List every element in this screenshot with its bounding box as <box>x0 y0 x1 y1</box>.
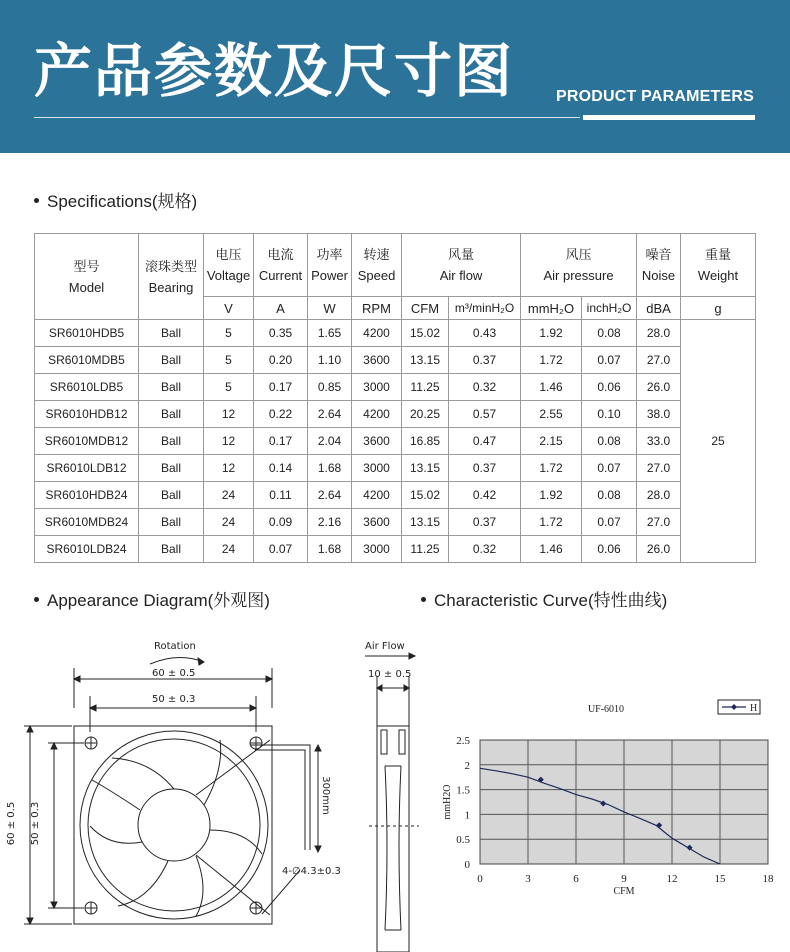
dim-wire-length: 300mm <box>319 776 331 815</box>
cell-speed: 3600 <box>352 347 402 374</box>
bullet-icon <box>421 597 426 602</box>
cell-noise: 33.0 <box>637 428 681 455</box>
cell-noise: 28.0 <box>637 320 681 347</box>
bullet-icon <box>34 198 39 203</box>
y-tick-label: 1.5 <box>456 784 470 797</box>
cell-inchh2o: 0.08 <box>582 428 637 455</box>
cell-power: 2.64 <box>308 482 352 509</box>
cell-current: 0.09 <box>254 509 308 536</box>
cell-bearing: Ball <box>139 482 204 509</box>
cell-model: SR6010LDB5 <box>35 374 139 401</box>
dim-outer-height: 60 ± 0.5 <box>6 801 18 846</box>
cell-inchh2o: 0.06 <box>582 374 637 401</box>
cell-mmh2o: 1.72 <box>521 455 582 482</box>
header-current: 电流 Current <box>254 234 308 297</box>
cell-cfm: 15.02 <box>402 482 449 509</box>
cell-noise: 26.0 <box>637 536 681 563</box>
cell-inchh2o: 0.07 <box>582 509 637 536</box>
cell-model: SR6010HDB5 <box>35 320 139 347</box>
unit-m3: m³/minH₂O <box>449 297 521 320</box>
cell-m3: 0.32 <box>449 374 521 401</box>
cell-power: 1.10 <box>308 347 352 374</box>
unit-weight: g <box>681 297 756 320</box>
header-weight: 重量 Weight <box>681 234 756 297</box>
appearance-heading <box>34 586 270 611</box>
cell-speed: 3600 <box>352 509 402 536</box>
cell-power: 1.68 <box>308 455 352 482</box>
cell-inchh2o: 0.08 <box>582 320 637 347</box>
header-speed: 转速 Speed <box>352 234 402 297</box>
x-tick-label: 6 <box>573 873 579 885</box>
cell-model: SR6010MDB5 <box>35 347 139 374</box>
cell-weight: 25 <box>681 320 756 563</box>
cell-bearing: Ball <box>139 455 204 482</box>
cell-model: SR6010MDB12 <box>35 428 139 455</box>
cell-m3: 0.37 <box>449 509 521 536</box>
cell-current: 0.35 <box>254 320 308 347</box>
cell-voltage: 12 <box>204 401 254 428</box>
x-tick-label: 12 <box>666 873 678 885</box>
cell-speed: 4200 <box>352 401 402 428</box>
cell-m3: 0.47 <box>449 428 521 455</box>
cell-current: 0.22 <box>254 401 308 428</box>
y-axis-label: mmH2O <box>442 784 453 820</box>
unit-inchh2o: inchH₂O <box>582 297 637 320</box>
header-voltage: 电压 Voltage <box>204 234 254 297</box>
cell-mmh2o: 1.46 <box>521 374 582 401</box>
dim-outer-width: 60 ± 0.5 <box>152 668 196 679</box>
bullet-icon <box>34 597 39 602</box>
cell-model: SR6010HDB12 <box>35 401 139 428</box>
cell-power: 1.65 <box>308 320 352 347</box>
cell-bearing: Ball <box>139 320 204 347</box>
specifications-heading <box>34 187 197 212</box>
cell-m3: 0.57 <box>449 401 521 428</box>
cell-voltage: 24 <box>204 536 254 563</box>
cell-m3: 0.42 <box>449 482 521 509</box>
cell-noise: 28.0 <box>637 482 681 509</box>
x-tick-label: 9 <box>621 873 627 885</box>
cell-speed: 3000 <box>352 536 402 563</box>
unit-voltage: V <box>204 297 254 320</box>
cell-power: 2.16 <box>308 509 352 536</box>
cell-mmh2o: 1.46 <box>521 536 582 563</box>
cell-voltage: 24 <box>204 509 254 536</box>
cell-cfm: 13.15 <box>402 455 449 482</box>
y-tick-label: 1 <box>464 809 470 822</box>
x-tick-label: 0 <box>477 873 483 885</box>
dim-inner-width: 50 ± 0.3 <box>152 694 196 705</box>
dim-inner-height: 50 ± 0.3 <box>30 801 42 846</box>
cell-voltage: 5 <box>204 320 254 347</box>
cell-m3: 0.37 <box>449 455 521 482</box>
cell-cfm: 20.25 <box>402 401 449 428</box>
dim-holes: 4-∅4.3±0.3 <box>282 866 341 877</box>
specifications-table <box>34 233 756 563</box>
cell-current: 0.07 <box>254 536 308 563</box>
header-accent-bar <box>583 115 755 120</box>
table-row <box>35 320 756 347</box>
cell-noise: 26.0 <box>637 374 681 401</box>
cell-bearing: Ball <box>139 401 204 428</box>
cell-noise: 27.0 <box>637 455 681 482</box>
unit-mmh2o: mmH₂O <box>521 297 582 320</box>
header-divider <box>34 117 580 118</box>
cell-voltage: 24 <box>204 482 254 509</box>
air-flow-label: Air Flow <box>365 641 405 652</box>
table-row <box>35 401 756 428</box>
dim-thickness: 10 ± 0.5 <box>368 669 412 680</box>
x-tick-label: 3 <box>525 873 531 885</box>
table-row <box>35 509 756 536</box>
cell-power: 2.04 <box>308 428 352 455</box>
cell-power: 0.85 <box>308 374 352 401</box>
cell-current: 0.14 <box>254 455 308 482</box>
header-pressure: 风压 Air pressure <box>521 234 637 297</box>
cell-model: SR6010MDB24 <box>35 509 139 536</box>
cell-speed: 3000 <box>352 455 402 482</box>
cell-inchh2o: 0.08 <box>582 482 637 509</box>
cell-inchh2o: 0.07 <box>582 455 637 482</box>
cell-model: SR6010LDB24 <box>35 536 139 563</box>
cell-cfm: 13.15 <box>402 347 449 374</box>
cell-bearing: Ball <box>139 536 204 563</box>
cell-bearing: Ball <box>139 428 204 455</box>
y-tick-label: 2.5 <box>456 735 470 747</box>
unit-power: W <box>308 297 352 320</box>
header-model: 型号 Model <box>35 234 139 320</box>
cell-current: 0.11 <box>254 482 308 509</box>
header-power: 功率 Power <box>308 234 352 297</box>
curve-heading <box>421 586 667 611</box>
cell-power: 2.64 <box>308 401 352 428</box>
unit-noise: dBA <box>637 297 681 320</box>
table-row <box>35 455 756 482</box>
cell-m3: 0.32 <box>449 536 521 563</box>
cell-cfm: 15.02 <box>402 320 449 347</box>
unit-cfm: CFM <box>402 297 449 320</box>
header-airflow: 风量 Air flow <box>402 234 521 297</box>
unit-current: A <box>254 297 308 320</box>
table-header-row <box>35 234 756 297</box>
table-row <box>35 482 756 509</box>
y-tick-label: 0 <box>464 859 470 871</box>
page-header <box>0 0 790 153</box>
header-bearing: 滚珠类型 Bearing <box>139 234 204 320</box>
cell-mmh2o: 1.72 <box>521 509 582 536</box>
cell-power: 1.68 <box>308 536 352 563</box>
characteristic-curve-chart <box>420 690 790 900</box>
table-row <box>35 347 756 374</box>
cell-m3: 0.37 <box>449 347 521 374</box>
cell-model: SR6010LDB12 <box>35 455 139 482</box>
cell-voltage: 5 <box>204 374 254 401</box>
cell-mmh2o: 1.72 <box>521 347 582 374</box>
curve-heading-label: Characteristic Curve(特性曲线) <box>434 591 668 610</box>
fan-side-diagram <box>355 640 425 952</box>
legend-label: H <box>750 703 758 714</box>
cell-mmh2o: 1.92 <box>521 320 582 347</box>
cell-voltage: 12 <box>204 455 254 482</box>
cell-cfm: 11.25 <box>402 374 449 401</box>
y-tick-label: 2 <box>464 759 470 772</box>
cell-voltage: 5 <box>204 347 254 374</box>
cell-m3: 0.43 <box>449 320 521 347</box>
table-row <box>35 374 756 401</box>
header-noise: 噪音 Noise <box>637 234 681 297</box>
cell-inchh2o: 0.07 <box>582 347 637 374</box>
chart-title: UF-6010 <box>587 704 625 715</box>
cell-current: 0.20 <box>254 347 308 374</box>
cell-bearing: Ball <box>139 374 204 401</box>
table-row <box>35 428 756 455</box>
cell-cfm: 16.85 <box>402 428 449 455</box>
x-axis-label: CFM <box>613 886 635 897</box>
specifications-heading-label: Specifications(规格) <box>47 192 198 211</box>
cell-model: SR6010HDB24 <box>35 482 139 509</box>
appearance-heading-label: Appearance Diagram(外观图) <box>47 591 270 610</box>
cell-mmh2o: 1.92 <box>521 482 582 509</box>
rotation-label: Rotation <box>154 641 196 652</box>
cell-inchh2o: 0.06 <box>582 536 637 563</box>
cell-speed: 4200 <box>352 320 402 347</box>
table-row <box>35 536 756 563</box>
cell-voltage: 12 <box>204 428 254 455</box>
page-title-en: PRODUCT PARAMETERS <box>556 88 754 105</box>
cell-noise: 27.0 <box>637 347 681 374</box>
cell-current: 0.17 <box>254 428 308 455</box>
x-tick-label: 15 <box>714 873 726 885</box>
cell-bearing: Ball <box>139 347 204 374</box>
page-title-cn: 产品参数及尺寸图 <box>34 37 515 105</box>
cell-inchh2o: 0.10 <box>582 401 637 428</box>
cell-bearing: Ball <box>139 509 204 536</box>
cell-mmh2o: 2.55 <box>521 401 582 428</box>
cell-noise: 38.0 <box>637 401 681 428</box>
y-tick-label: 0.5 <box>456 834 470 847</box>
cell-current: 0.17 <box>254 374 308 401</box>
x-tick-label: 18 <box>762 873 774 885</box>
cell-noise: 27.0 <box>637 509 681 536</box>
cell-speed: 4200 <box>352 482 402 509</box>
cell-speed: 3000 <box>352 374 402 401</box>
cell-cfm: 11.25 <box>402 536 449 563</box>
cell-mmh2o: 2.15 <box>521 428 582 455</box>
unit-speed: RPM <box>352 297 402 320</box>
cell-cfm: 13.15 <box>402 509 449 536</box>
cell-speed: 3600 <box>352 428 402 455</box>
